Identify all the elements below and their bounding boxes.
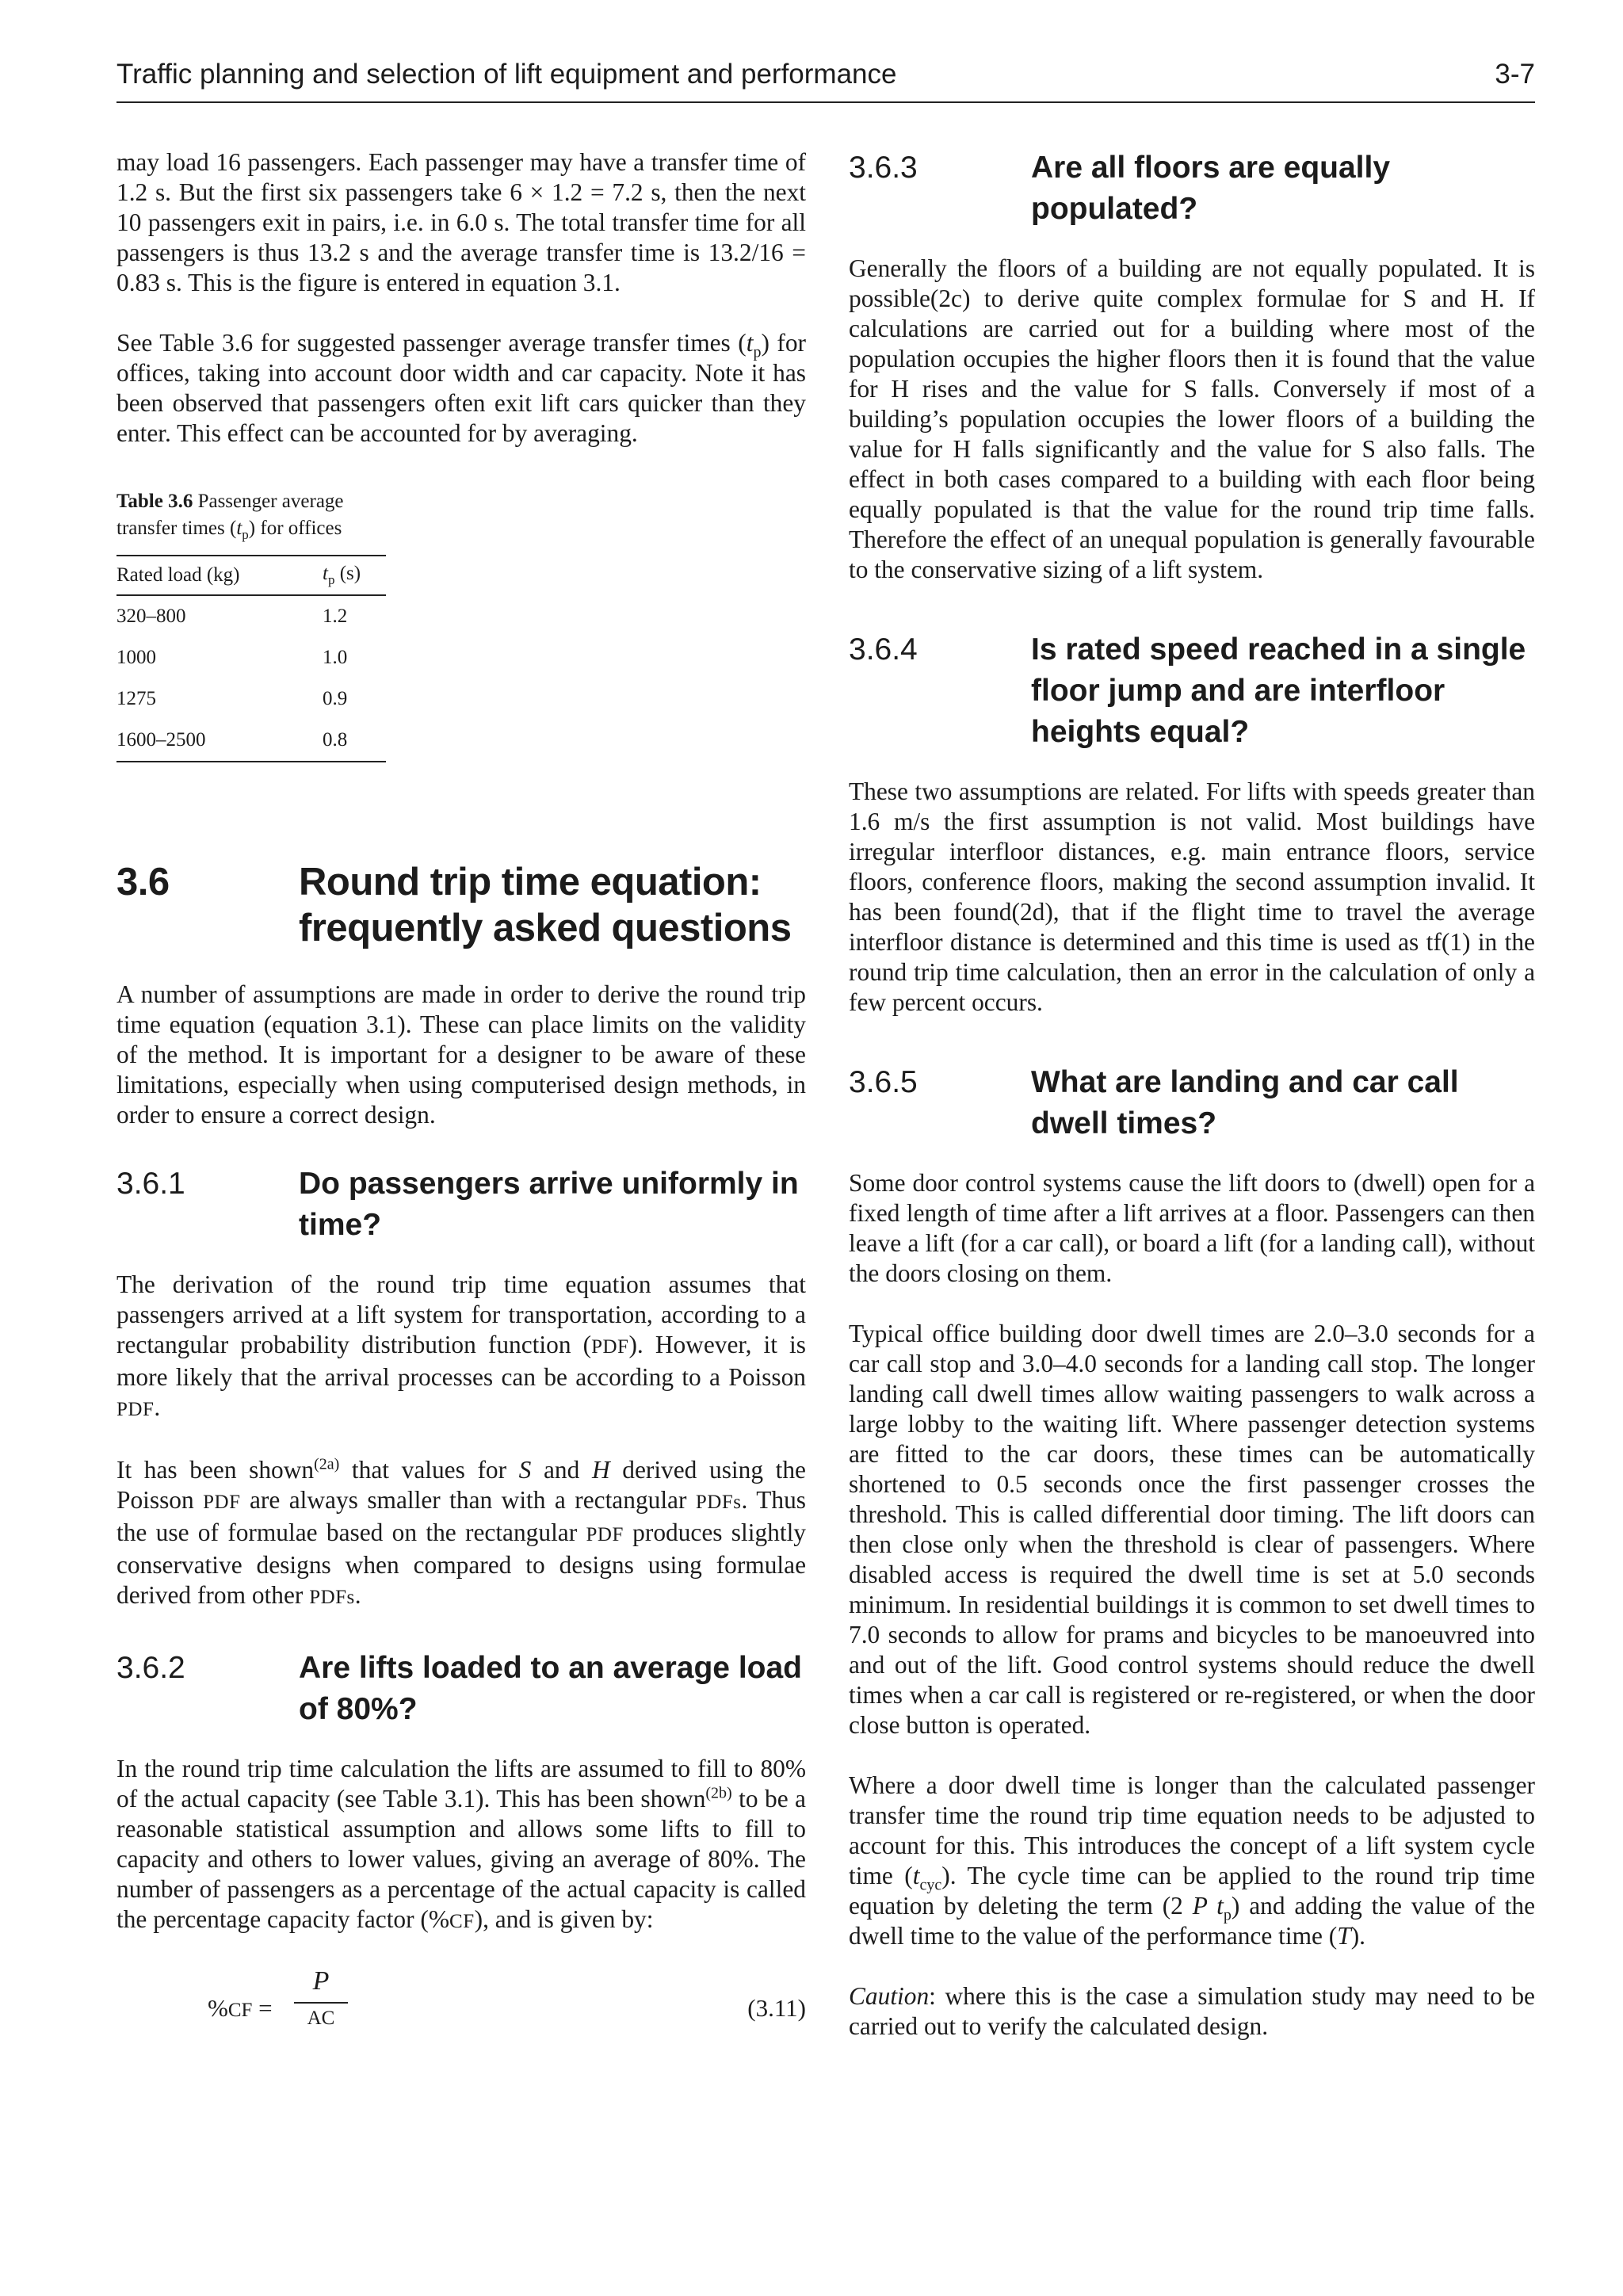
equation-3-11 xyxy=(116,1964,806,2051)
table-header-row xyxy=(116,556,386,595)
equation-denominator: AC xyxy=(307,2008,335,2029)
paragraph-cycle-time: Where a door dwell time is longer than the calculated passenger transfer time the round trip time equation needs to be adjusted to account for this. This introduces the concept of a lift system cycle time $(t_{cyc})$. The cycle time can be applied to the round trip time equation by deleting the term (2 P $t_p$) and adding the value of the dwell time to the value of the performance time (T). xyxy=(849,1771,1536,1950)
paragraph-table-reference: See Table 3.6 for suggested passenger average transfer times $(t_p)$ for offices, taking into account door width and car capacity. Note it has been observed that passengers often exit lift cars quicker than they enter. This effect can be accounted for by averaging. xyxy=(116,329,806,447)
running-header-title: Traffic planning and selection of lift equipment and performance xyxy=(116,59,897,90)
equation-fraction xyxy=(289,1964,353,2034)
paragraph-average-load: In the round trip time calculation the lifts are assumed to fill to 80% of the actual capacity (see Table 3.1). This has been shown$^{(2b)}$ to be a reasonable statistical assumption and allows some lifts to fill to capacity and others to lower values, giving an average of 80%. The number of passengers as a percentage of the actual capacity is called the percentage capacity factor (%CF), and is given by: xyxy=(116,1755,806,1933)
paragraph-arrival-distribution: The derivation of the round trip time equation assumes that passengers arrived at a lift system for transportation, according to a rectangular probability distribution function (PDF). However, it is more likely that the arrival processes can be according to a Poisson PDF. xyxy=(116,1270,806,1421)
table-row xyxy=(116,678,386,720)
section-heading-3-6-2: 3.6.2 Are lifts loaded to an average load of 80%? xyxy=(116,1651,803,1726)
section-heading-3-6: 3.6 Round trip time equation: frequently asked questions xyxy=(116,861,792,949)
paragraph-poisson: It has been shown$^{(2a)}$ that values for S and H derived using the Poisson PDF are always smaller than with a rectangular PDFs. Thus the use of formulae based on the rectangular PDF produces slightly conservative designs when compared to designs using formulae derived from other PDFs. xyxy=(116,1455,806,1609)
cell-load: 320–800 xyxy=(116,606,186,627)
cell-load: 1275 xyxy=(116,688,156,709)
page-number: 3-7 xyxy=(1495,59,1535,90)
column-header-rated-load: Rated load (kg) xyxy=(116,556,323,595)
cell-tp: 0.9 xyxy=(323,688,348,709)
table-row xyxy=(116,595,386,637)
equation-lhs: %CF = xyxy=(208,1994,273,2022)
column-header-tp: $t_p$ (s) xyxy=(323,556,386,595)
paragraph-caution: Caution: where this is the case a simulation study may need to be carried out to verify the calculated design. xyxy=(849,1982,1535,2040)
section-heading-3-6-3: 3.6.3 Are all floors are equally populated? xyxy=(849,151,1391,226)
table-3-6 xyxy=(116,488,386,762)
section-heading-3-6-1: 3.6.1 Do passengers arrive uniformly in time? xyxy=(116,1167,799,1242)
paragraph-rated-speed: These two assumptions are related. For lifts with speeds greater than 1.6 m/s the first assumption is not valid. Most buildings have irregular interfloor distances, e.g. main entrance floors, service floors, conference floors, making the second assumption invalid. It has been found(2d), that if the flight time to travel the average interfloor distance is determined and this time is used as tf(1) in the round trip time calculation, then an error in the calculation of only a few percent occurs. xyxy=(849,777,1535,1016)
paragraph-transfer-example: may load 16 passengers. Each passenger may have a transfer time of 1.2 s. But the first six passengers take 6 × 1.2 = 7.2 s, then the next 10 passengers exit in pairs, i.e. in 6.0 s. The total transfer time for all passengers is thus 13.2 s and the average transfer time is 13.2/16 = 0.83 s. This is the figure is entered in equation 3.1. xyxy=(116,148,806,296)
paragraph-assumptions: A number of assumptions are made in order to derive the round trip time equation (equation 3.1). These can place limits on the validity of the method. It is important for a designer to be aware of these limitations, especially when using computerised design methods, in order to ensure a correct design. xyxy=(116,980,806,1129)
running-header xyxy=(116,57,1535,103)
transfer-times-table xyxy=(116,555,386,762)
section-heading-3-6-5: 3.6.5 What are landing and car call dwell times? xyxy=(849,1065,1459,1140)
cell-load: 1000 xyxy=(116,647,156,668)
cell-tp: 1.0 xyxy=(323,647,348,668)
cell-tp: 1.2 xyxy=(323,606,348,627)
table-row xyxy=(116,637,386,678)
cell-load: 1600–2500 xyxy=(116,720,323,762)
paragraph-dwell-times: Typical office building door dwell times are 2.0–3.0 seconds for a car call stop and 3.0–4.0 seconds for a landing call stop. The longer landing call dwell times allow waiting passengers to walk across a large lobby to the waiting lift. Where passenger detection systems are fitted to the car doors, these times can be automatically shortened to 0.5 seconds once the first passenger crosses the threshold. This is called differential door timing. The lift doors can then close only when the threshold is clear of passengers. Where disabled access is required the dwell time is set at 5.0 seconds minimum. In residential buildings it is common to set dwell times to 7.0 seconds to allow for prams and bicycles to be manoeuvred into and out of the lift. Good control systems should reduce the dwell times when a car call is registered or re-registered, or when the door close button is operated. xyxy=(849,1320,1535,1739)
equation-numerator: P xyxy=(312,1966,330,1996)
paragraph-door-dwell: Some door control systems cause the lift doors to (dwell) open for a fixed length of time after a lift arrives at a floor. Passengers can then leave a lift (for a car call), or board a lift (for a landing call), without the doors closing on them. xyxy=(849,1169,1535,1287)
section-heading-3-6-4: 3.6.4 Is rated speed reached in a single floor jump and are interfloor heights equal? xyxy=(849,632,1526,749)
table-row xyxy=(116,720,386,762)
left-column xyxy=(116,147,806,2051)
equation-number: (3.11) xyxy=(747,1994,806,2022)
table-caption: Table 3.6 Passenger average transfer times $(t_p)$ for offices xyxy=(116,491,344,542)
cell-tp: 0.8 xyxy=(323,720,386,762)
right-column xyxy=(849,147,1535,2042)
paragraph-floor-population: Generally the floors of a building are not equally populated. It is possible(2c) to derive quite complex formulae for S and H. If calculations are carried out for a building where most of the population occupies the higher floors then it is found that the value for H rises and the value for S falls. Conversely if most of a building’s population occupies the lower floors of a building the value for H falls significantly and the value for S also falls. The effect in both cases compared to a building with each floor being equally populated is that the value for the round trip time falls. Therefore the effect of an unequal population is generally favourable to the conservative sizing of a lift system. xyxy=(849,254,1535,583)
